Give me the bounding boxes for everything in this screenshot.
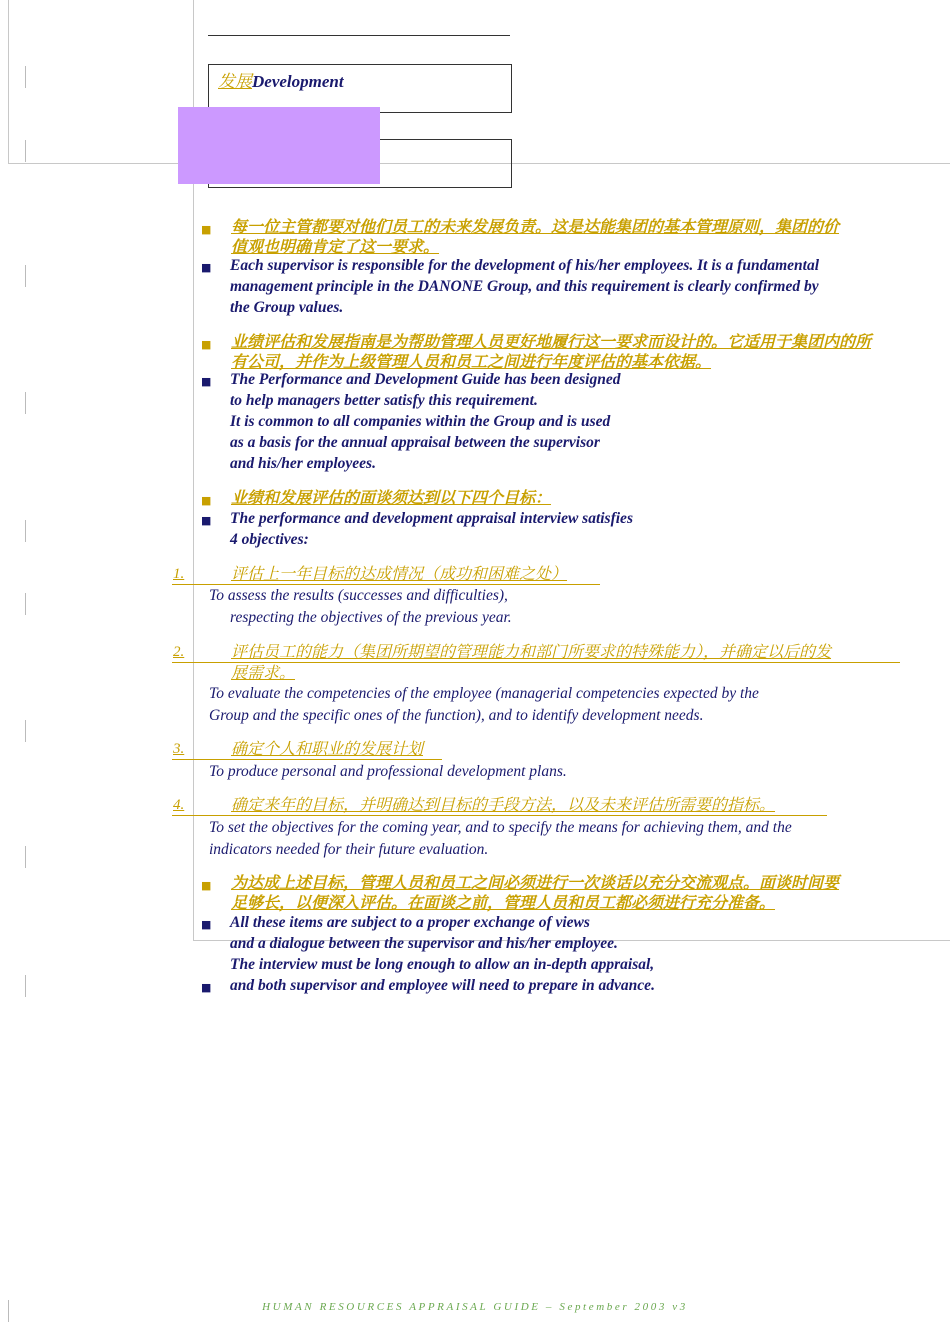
title-en: Development: [252, 72, 344, 91]
section-3-en: [230, 508, 920, 550]
en-line: 4 objectives:: [230, 531, 309, 548]
square-bullet-icon: ■: [201, 261, 212, 274]
zh-line: 业绩和发展评估的面谈须达到以下四个目标：: [231, 488, 552, 507]
objective-4-en: [209, 817, 919, 860]
square-bullet-icon: ■: [201, 981, 212, 994]
en-line: respecting the objectives of the previous year.: [230, 608, 512, 626]
en-line: as a basis for the annual appraisal between the supervisor: [230, 434, 600, 451]
en-line: To produce personal and professional development plans.: [209, 763, 567, 780]
header-rule: [208, 35, 510, 36]
margin-tick: [25, 140, 26, 162]
section-1-en: [230, 255, 920, 318]
zh-line: 确定来年的目标，并明确达到目标的手段方法，以及未来评估所需要的指标。: [231, 795, 776, 814]
section-3-zh: [231, 488, 911, 508]
section-1-zh: [231, 217, 911, 257]
page-footer: HUMAN RESOURCES APPRAISAL GUIDE – September 2003 v3: [262, 1301, 688, 1313]
en-line: and a dialogue between the supervisor and his/her employee.: [230, 935, 618, 952]
objective-2-en: [209, 683, 919, 726]
en-line: and his/her employees.: [230, 455, 376, 472]
square-bullet-icon: ■: [201, 338, 212, 351]
en-line: The performance and development appraisal interview satisfies: [230, 510, 633, 527]
en-line: The interview must be long enough to allow an in-depth appraisal,: [230, 956, 655, 973]
en-line: management principle in the DANONE Group, and this requirement is clearly confirmed by: [230, 278, 819, 295]
objective-4-number: 4.: [173, 797, 185, 813]
objective-2-zh: [231, 641, 911, 683]
square-bullet-icon: ■: [201, 514, 212, 527]
en-line: To set the objectives for the coming year, and to specify the means for achieving them, and the: [209, 819, 792, 836]
objective-1-zh: [231, 563, 911, 584]
square-bullet-icon: ■: [201, 918, 212, 931]
objective-3-number: 3.: [173, 741, 185, 757]
objective-3-en: [209, 761, 919, 783]
closing-zh: [231, 873, 911, 913]
section-2-zh: [231, 332, 911, 372]
margin-tick: [25, 392, 26, 414]
objective-2-number: 2.: [173, 644, 185, 660]
margin-tick: [25, 720, 26, 742]
zh-line: 值观也明确肯定了这一要求。: [231, 237, 440, 256]
zh-line: 有公司，并作为上级管理人员和员工之间进行年度评估的基本依据。: [231, 352, 712, 371]
objective-3-zh: [231, 738, 911, 759]
en-line: indicators needed for their future evaluation.: [209, 840, 489, 858]
purple-highlight-block: [178, 107, 380, 184]
square-bullet-icon: ■: [201, 223, 212, 236]
zh-line: 确定个人和职业的发展计划: [231, 739, 424, 758]
square-bullet-icon: ■: [201, 879, 212, 892]
objective-4-rule: [172, 815, 827, 816]
en-line: To assess the results (successes and difficulties),: [209, 587, 508, 604]
en-line: Group and the specific ones of the function), and to identify development needs.: [209, 706, 704, 724]
en-line: To evaluate the competencies of the employee (managerial competencies expected by the: [209, 685, 759, 702]
zh-line: 业绩评估和发展指南是为帮助管理人员更好地履行这一要求而设计的。它适用于集团内的所: [231, 332, 872, 351]
frame-line-outer: [8, 0, 9, 163]
zh-line: 评估上一年目标的达成情况（成功和困难之处）: [231, 564, 568, 583]
margin-tick: [25, 593, 26, 615]
zh-line: 为达成上述目标，管理人员和员工之间必须进行一次谈话以充分交流观点。面谈时间要: [231, 873, 840, 892]
margin-tick: [25, 265, 26, 287]
title-zh: 发展: [218, 72, 252, 92]
zh-line: 每一位主管都要对他们员工的未来发展负责。这是达能集团的基本管理原则，集团的价: [231, 217, 840, 236]
margin-tick: [25, 66, 26, 88]
objective-1-number: 1.: [173, 566, 185, 582]
en-line: Each supervisor is responsible for the development of his/her employees. It is a fundamental: [230, 257, 820, 274]
margin-tick: [25, 975, 26, 997]
objective-3-rule: [172, 759, 442, 760]
closing-en: [230, 912, 920, 996]
zh-line: 评估员工的能力（集团所期望的管理能力和部门所要求的特殊能力），并确定以后的发: [231, 642, 832, 661]
en-line: the Group values.: [230, 299, 344, 316]
margin-tick: [25, 520, 26, 542]
page-title: [218, 67, 344, 92]
objective-1-en: [209, 585, 919, 628]
zh-line: 展需求。: [231, 663, 296, 682]
margin-tick: [25, 846, 26, 868]
en-line: It is common to all companies within the Group and is used: [230, 413, 611, 430]
objective-4-zh: [231, 794, 911, 815]
en-line: All these items are subject to a proper exchange of views: [230, 914, 590, 931]
en-line: and both supervisor and employee will need to prepare in advance.: [230, 977, 655, 994]
square-bullet-icon: ■: [201, 494, 212, 507]
zh-line: 足够长，以便深入评估。在面谈之前，管理人员和员工都必须进行充分准备。: [231, 893, 776, 912]
en-line: to help managers better satisfy this requirement.: [230, 392, 538, 409]
section-2-en: [230, 369, 920, 474]
square-bullet-icon: ■: [201, 375, 212, 388]
en-line: The Performance and Development Guide has been designed: [230, 371, 621, 388]
